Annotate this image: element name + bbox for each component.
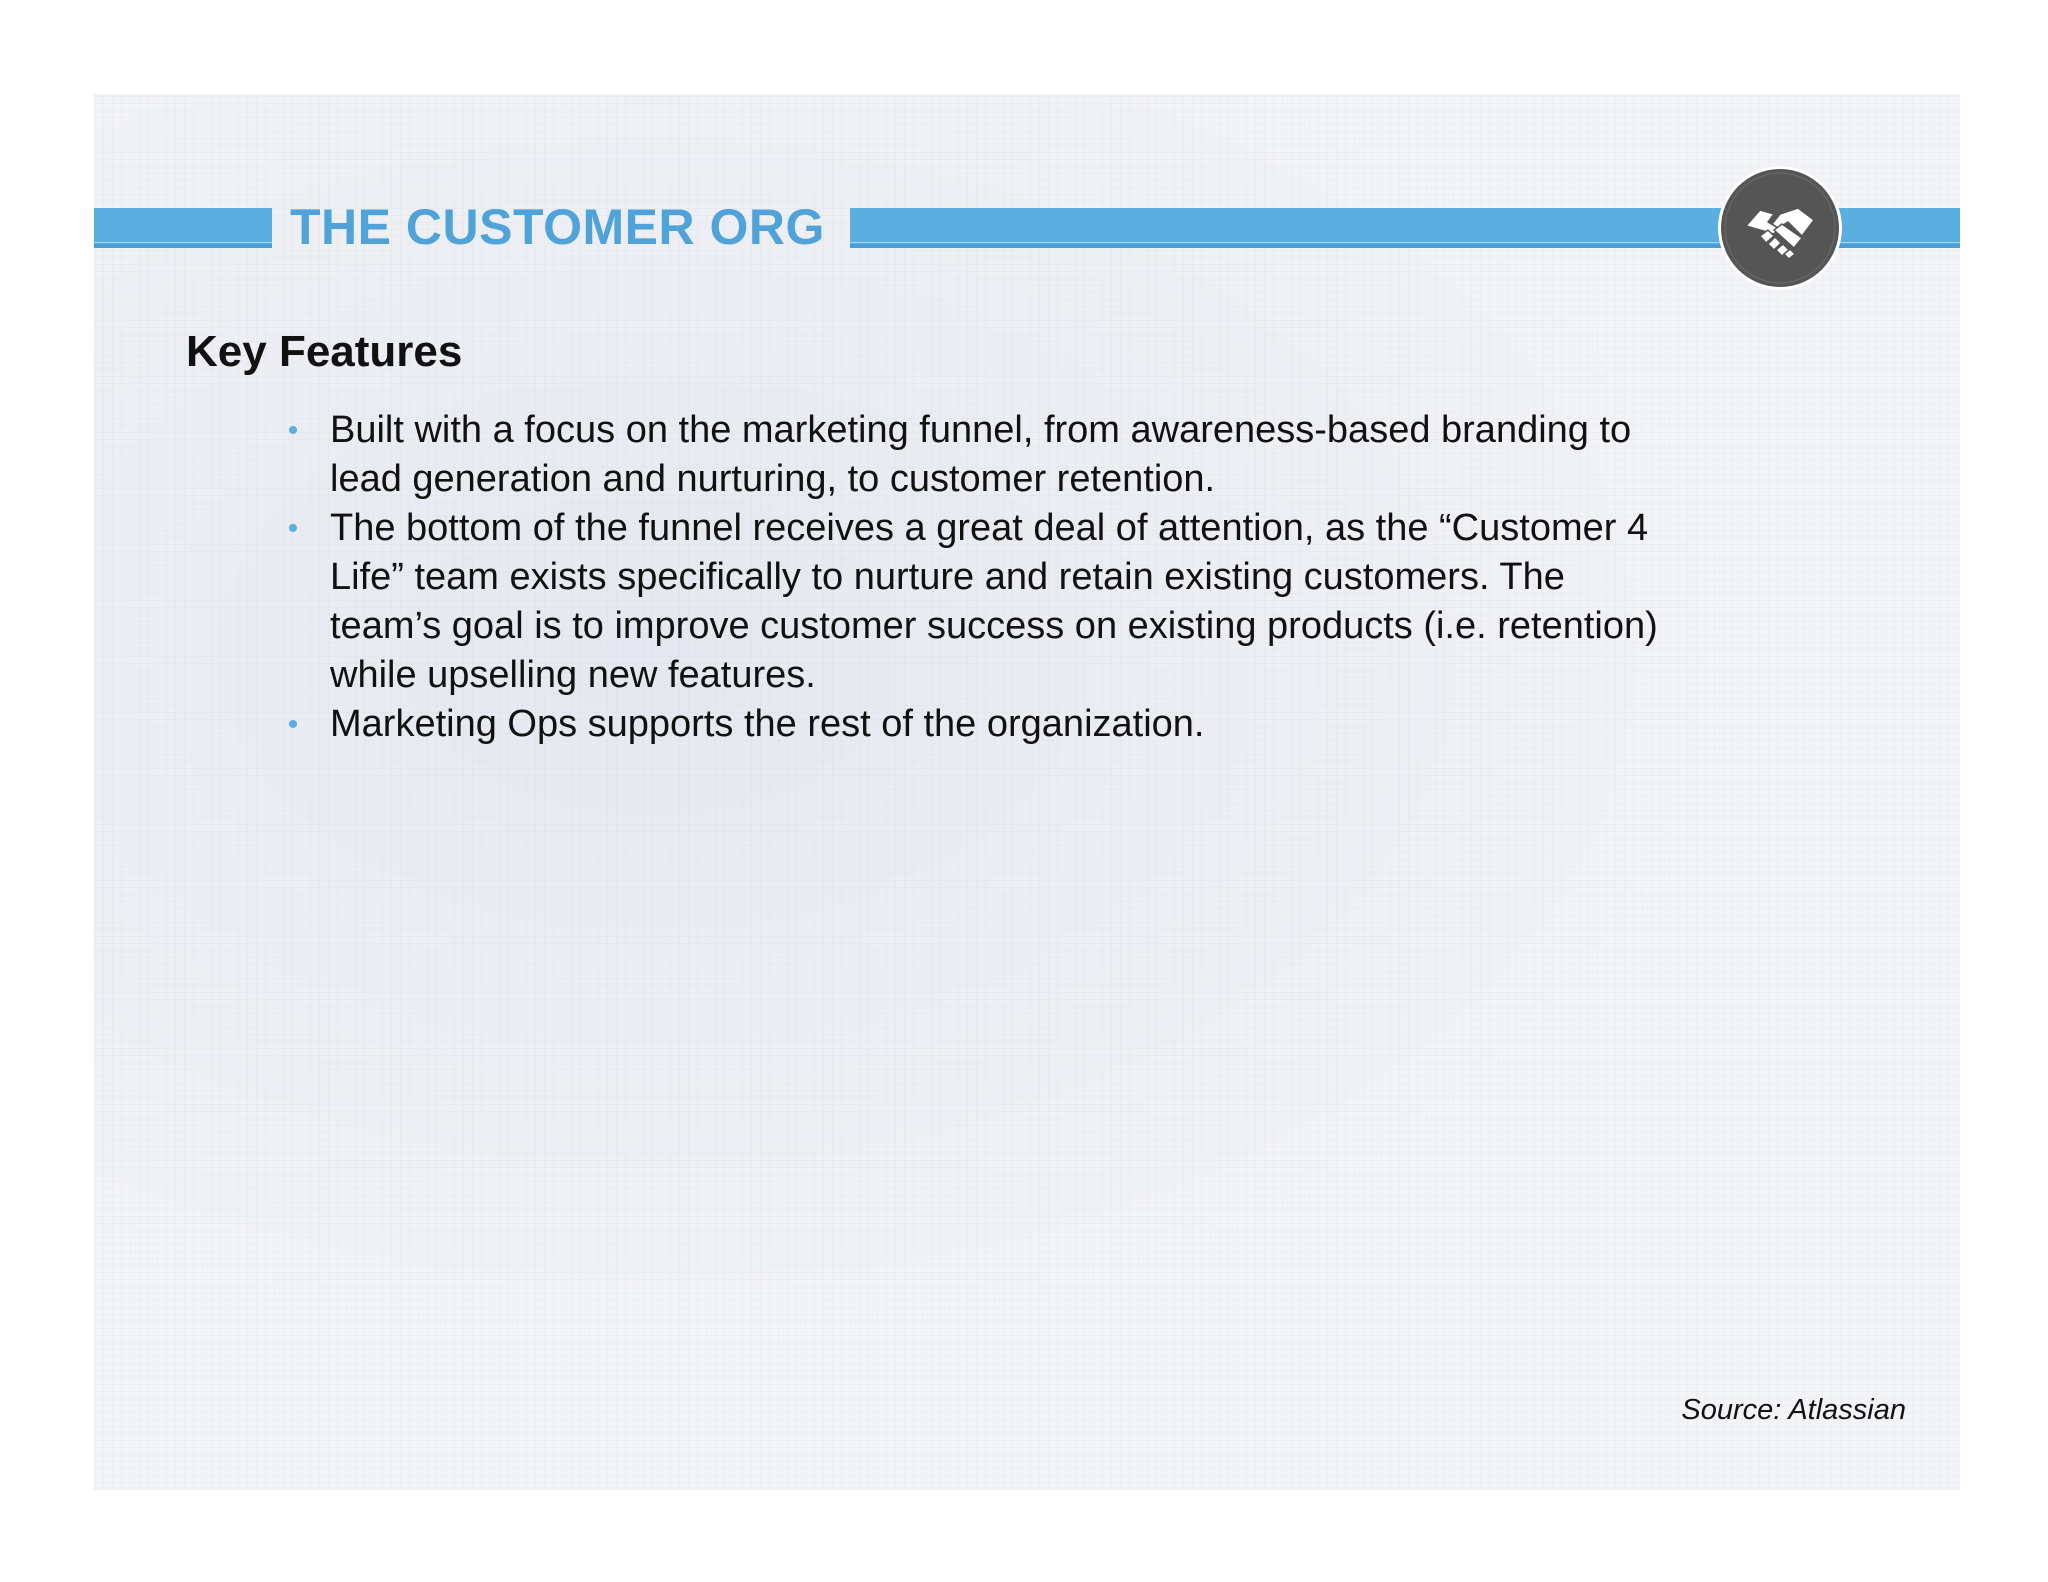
list-item <box>278 700 1678 749</box>
bullet-marker: • <box>287 414 299 447</box>
title-band-left <box>94 208 272 248</box>
bullet-marker: • <box>287 708 299 741</box>
list-item <box>278 504 1678 700</box>
bullet-marker: • <box>287 512 299 545</box>
bullet-text: Marketing Ops supports the rest of the organization. <box>330 703 1205 745</box>
bullet-list <box>278 406 1678 749</box>
bullet-text: Built with a focus on the marketing funnel, from awareness-based branding to lead generation and nurturing, to customer retention. <box>330 409 1632 500</box>
list-item <box>278 406 1678 504</box>
slide-title: THE CUSTOMER ORG <box>290 199 825 255</box>
handshake-icon <box>1716 164 1844 292</box>
section-heading: Key Features <box>186 327 463 376</box>
slide <box>94 94 1960 1490</box>
bullet-text: The bottom of the funnel receives a great deal of attention, as the “Customer 4 Life” team exists specifically to nurture and retain existing customers. The team’s goal is to improve customer success on existing products (i.e. retention) while upselling new features. <box>330 507 1658 696</box>
source-note: Source: Atlassian <box>1681 1394 1906 1426</box>
